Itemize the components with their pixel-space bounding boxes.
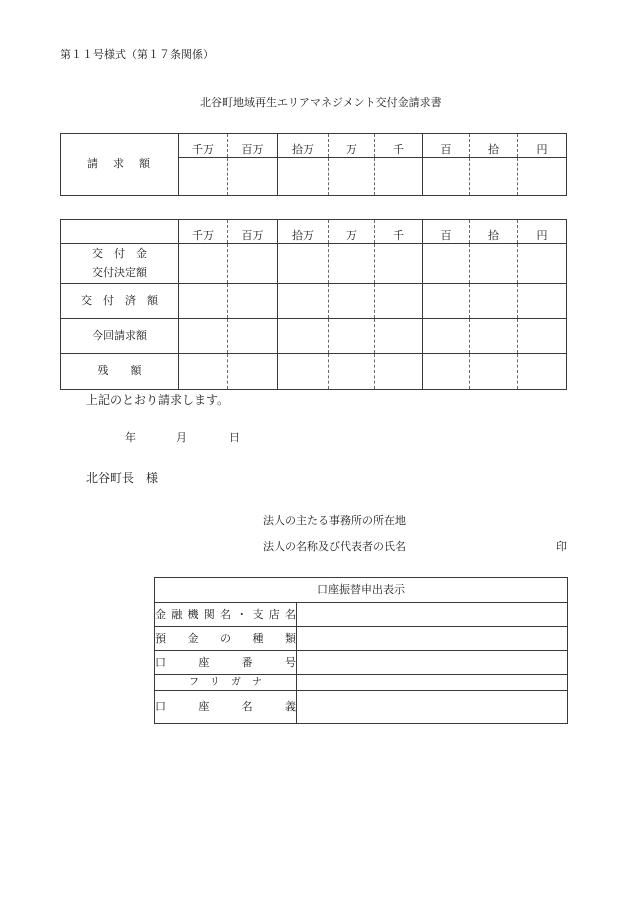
account-number-label-cell — [155, 651, 297, 675]
form-number: 第１１号様式（第１７条関係） — [60, 49, 214, 61]
grant-decision-digit-cell — [179, 244, 228, 284]
balance-digit-cell — [228, 354, 278, 390]
grant-decision-digit-cell — [375, 244, 423, 284]
balance-digit-cell — [375, 354, 423, 390]
current-claim-digit-cell — [423, 319, 470, 354]
balance-digit-cell — [423, 354, 470, 390]
balance-digit-cell — [518, 354, 567, 390]
bank-table-title: 口座振替申出表示 — [317, 584, 405, 596]
current-claim-digit-cell — [375, 319, 423, 354]
unit-header-ten-millions: 千万 — [179, 220, 228, 244]
seal-mark: 印 — [556, 541, 567, 553]
claim-digit-cell — [228, 158, 278, 196]
unit-header-hundreds: 百 — [423, 220, 470, 244]
deposit-type-value-cell — [297, 627, 568, 651]
deposit-type-label-cell — [155, 627, 297, 651]
unit-header-hundred-thousands: 拾万 — [278, 134, 329, 158]
claim-amount-label-cell — [61, 134, 179, 196]
applicant-address-label: 法人の主たる事務所の所在地 — [263, 515, 406, 527]
claim-amount-table — [60, 133, 567, 196]
furigana-value-cell — [297, 675, 568, 691]
deposit-type-label: 預金の種類 — [155, 632, 296, 645]
current-claim-label: 今回請求額 — [92, 329, 147, 342]
account-holder-value-cell — [297, 691, 568, 724]
furigana-label: フリガナ — [189, 676, 262, 688]
bank-branch-value-cell — [297, 603, 568, 627]
bank-branch-label: 金融機関名・支店名 — [155, 608, 296, 621]
grant-decision-digit-cell — [423, 244, 470, 284]
current-claim-digit-cell — [179, 319, 228, 354]
account-number-value-cell — [297, 651, 568, 675]
bank-account-table — [154, 577, 568, 724]
balance-label: 残 額 — [97, 365, 142, 377]
claim-digit-cell — [423, 158, 470, 196]
unit-header-ten-millions: 千万 — [179, 134, 228, 158]
claim-digit-cell — [375, 158, 423, 196]
grant-paid-digit-cell — [179, 284, 228, 319]
grant-paid-label: 交 付 済 額 — [81, 294, 158, 307]
bank-branch-label-cell — [155, 603, 297, 627]
unit-header-tens: 拾 — [470, 134, 518, 158]
unit-header-ten-thousands: 万 — [329, 220, 375, 244]
grant-paid-digit-cell — [278, 284, 329, 319]
grant-paid-digit-cell — [423, 284, 470, 319]
claim-digit-cell — [470, 158, 518, 196]
claim-digit-cell — [278, 158, 329, 196]
grant-table-corner-cell — [61, 220, 179, 244]
claim-digit-cell — [518, 158, 567, 196]
unit-header-yen: 円 — [518, 220, 567, 244]
current-claim-digit-cell — [329, 319, 375, 354]
grant-paid-digit-cell — [375, 284, 423, 319]
grant-paid-label-cell — [61, 284, 179, 319]
unit-header-thousands: 千 — [375, 134, 423, 158]
current-claim-digit-cell — [518, 319, 567, 354]
current-claim-label-cell — [61, 319, 179, 354]
grant-paid-digit-cell — [329, 284, 375, 319]
grant-decision-amount-label: 交付決定額 — [92, 266, 147, 279]
claim-digit-cell — [329, 158, 375, 196]
date-day-label: 日 — [229, 432, 240, 444]
current-claim-digit-cell — [228, 319, 278, 354]
addressee: 北谷町長 様 — [86, 471, 159, 485]
balance-digit-cell — [278, 354, 329, 390]
grant-paid-digit-cell — [228, 284, 278, 319]
grant-decision-digit-cell — [470, 244, 518, 284]
current-claim-digit-cell — [470, 319, 518, 354]
grant-decision-digit-cell — [329, 244, 375, 284]
unit-header-millions: 百万 — [228, 134, 278, 158]
grant-amount-table — [60, 219, 567, 390]
grant-paid-digit-cell — [470, 284, 518, 319]
grant-decision-label-cell — [61, 244, 179, 284]
unit-header-thousands: 千 — [375, 220, 423, 244]
unit-header-yen: 円 — [518, 134, 567, 158]
grant-decision-digit-cell — [228, 244, 278, 284]
balance-digit-cell — [470, 354, 518, 390]
unit-header-tens: 拾 — [470, 220, 518, 244]
current-claim-digit-cell — [278, 319, 329, 354]
grant-paid-digit-cell — [518, 284, 567, 319]
account-holder-label-cell — [155, 691, 297, 724]
unit-header-ten-thousands: 万 — [329, 134, 375, 158]
account-number-label: 口座番号 — [155, 656, 296, 669]
document-title: 北谷町地域再生エリアマネジメント交付金請求書 — [200, 97, 442, 109]
unit-header-hundreds: 百 — [423, 134, 470, 158]
claim-amount-label: 請 求 額 — [87, 158, 152, 170]
applicant-name-label: 法人の名称及び代表者の氏名 — [263, 541, 406, 553]
account-holder-label: 口座名義 — [155, 701, 296, 713]
grant-label: 交 付 金 — [92, 247, 147, 260]
balance-digit-cell — [329, 354, 375, 390]
balance-label-cell — [61, 354, 179, 390]
date-year-label: 年 — [125, 432, 136, 444]
unit-header-millions: 百万 — [228, 220, 278, 244]
balance-digit-cell — [179, 354, 228, 390]
grant-decision-digit-cell — [278, 244, 329, 284]
date-month-label: 月 — [176, 432, 187, 444]
unit-header-hundred-thousands: 拾万 — [278, 220, 329, 244]
claim-digit-cell — [179, 158, 228, 196]
request-statement: 上記のとおり請求します。 — [86, 393, 230, 407]
furigana-label-cell — [155, 675, 297, 691]
grant-decision-digit-cell — [518, 244, 567, 284]
